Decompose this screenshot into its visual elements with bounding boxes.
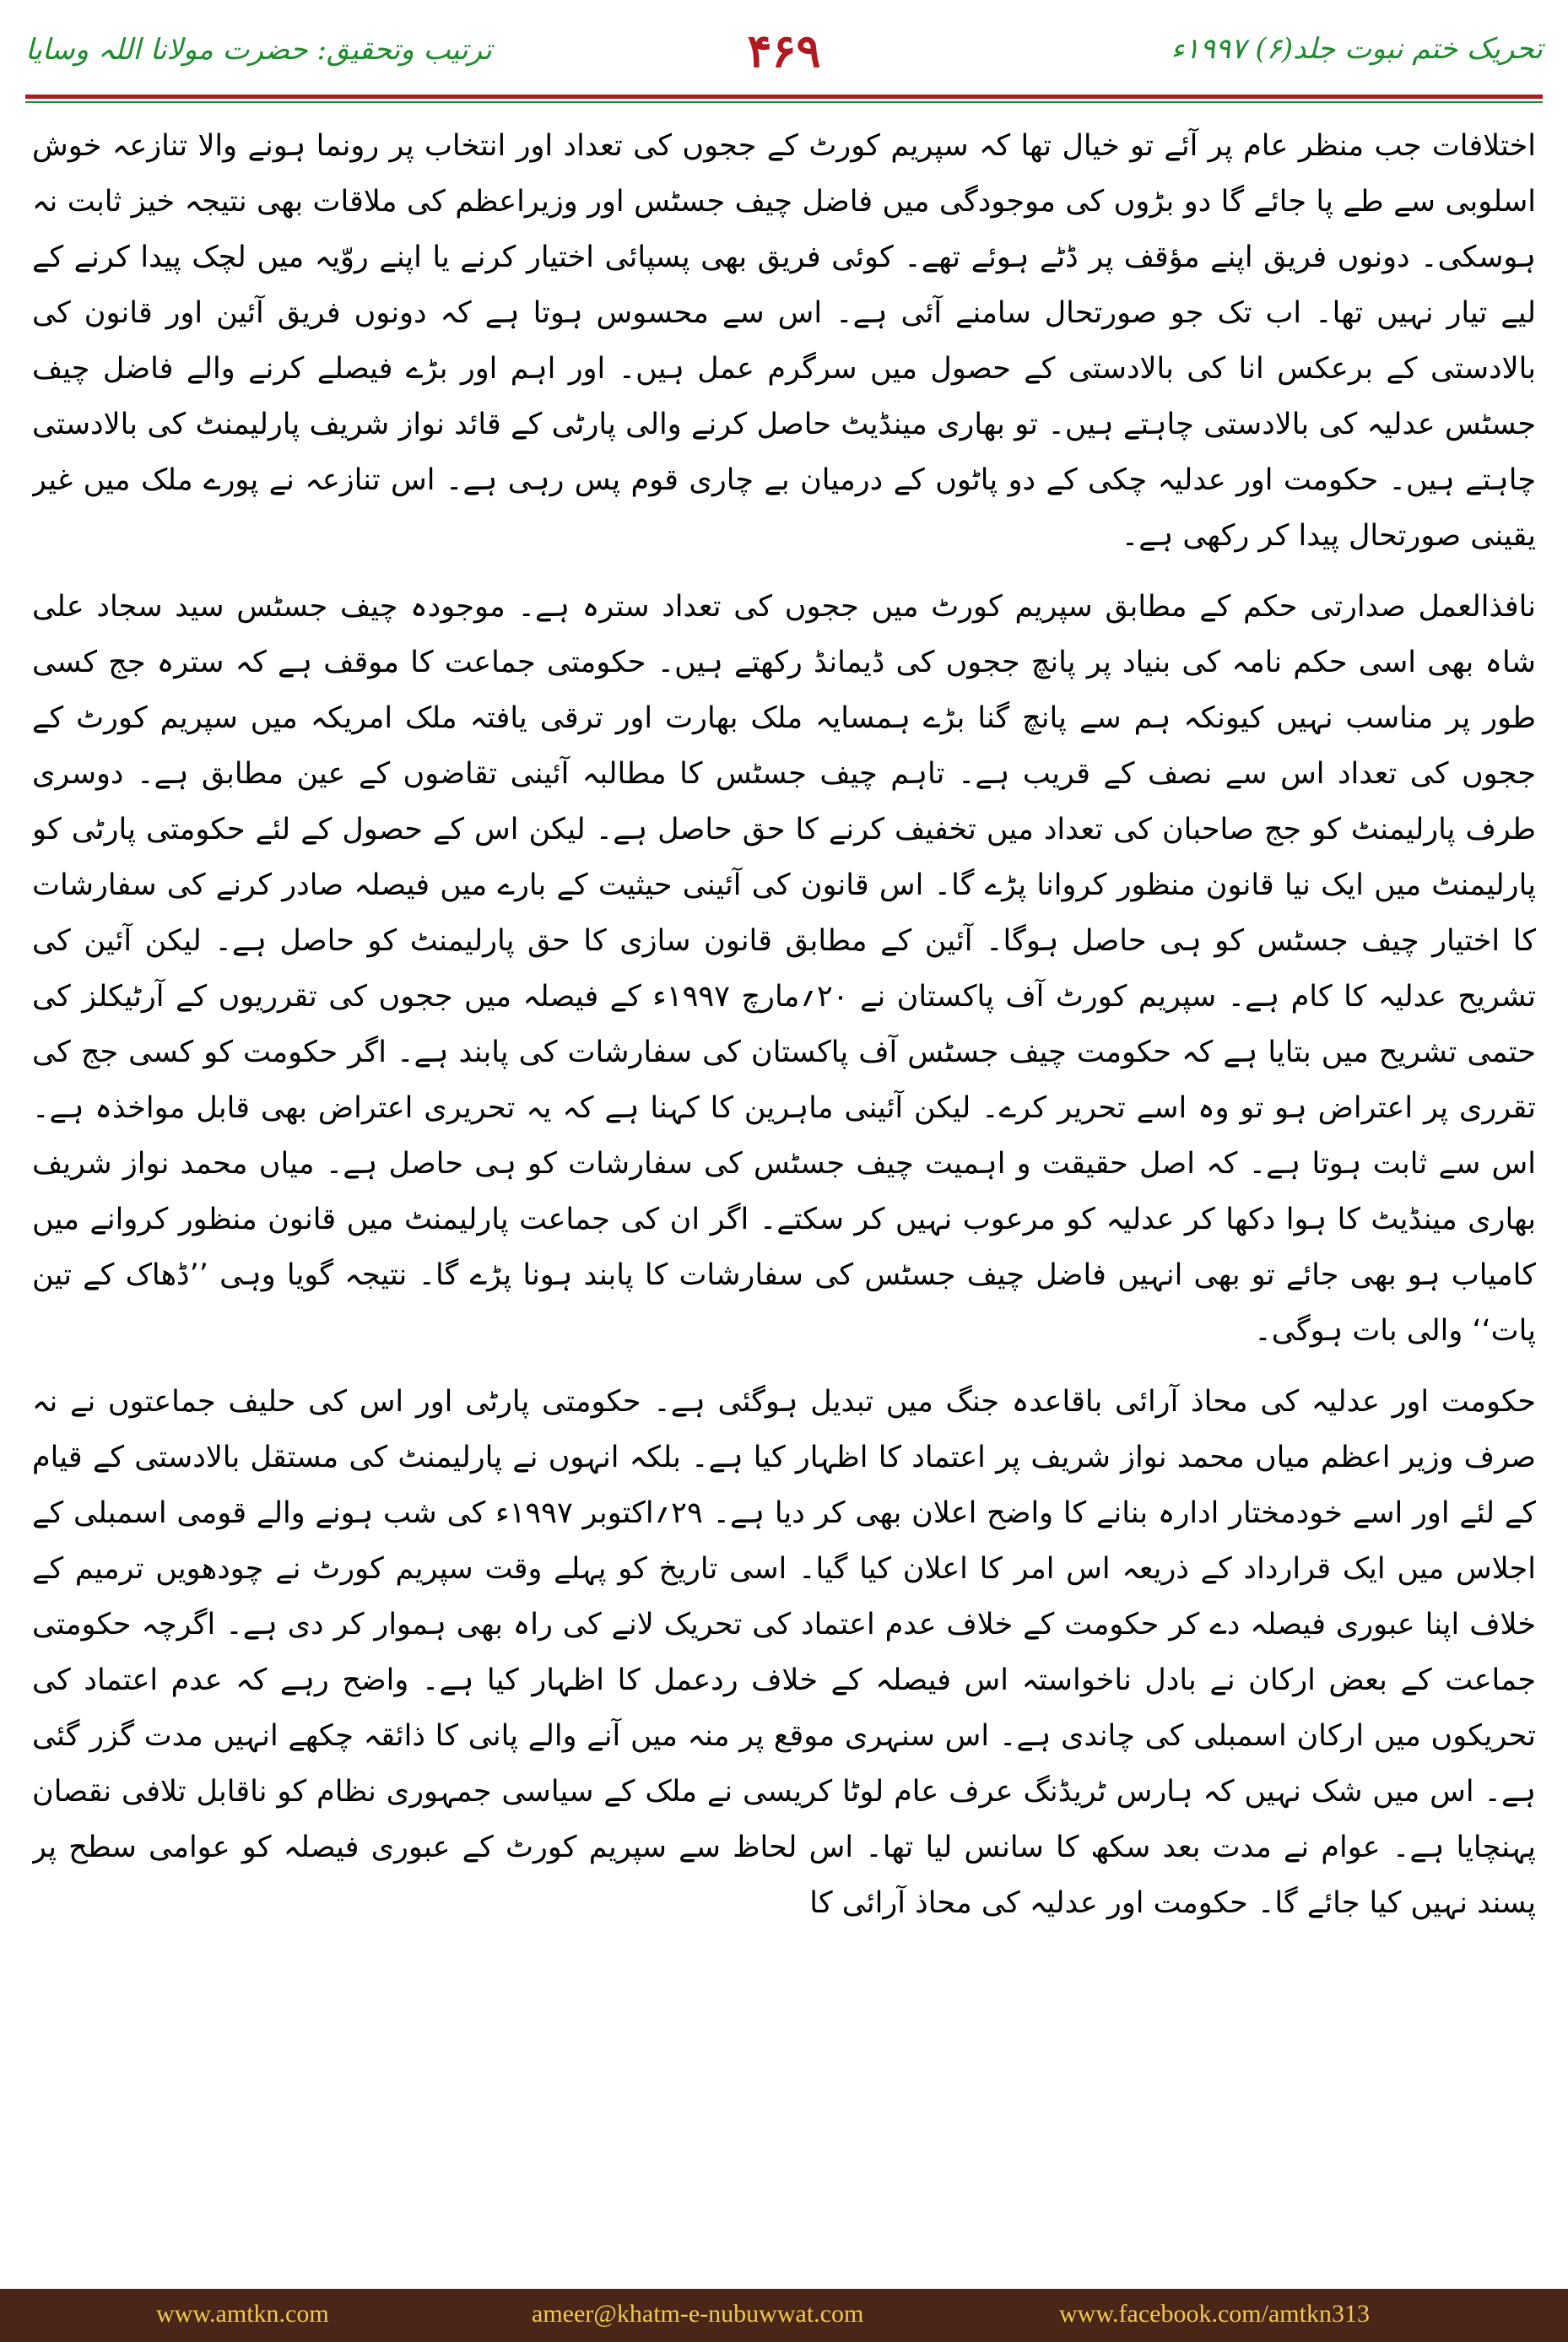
paragraph-3: حکومت اور عدلیہ کی محاذ آرائی باقاعدہ جنگ میں تبدیل ہوگئی ہے۔ حکومتی پارٹی اور اس کی حلیف جماعتوں نے نہ صرف وزیر اعظم میاں محمد نواز شریف پر اعتماد کا اظہار کیا ہے۔ بلکہ انہوں نے پارلیمنٹ کی مستقل بالادستی کے قیام کے لئے اور اسے خودمختار ادارہ بنانے کا واضح اعلان بھی کر دیا ہے۔ ۲۹؍اکتوبر ۱۹۹۷ء کی شب ہونے والے قومی اسمبلی کے اجلاس میں ایک قرارداد کے ذریعہ اس امر کا اعلان کیا گیا۔ اسی تاریخ کو پہلے وقت سپریم کورٹ نے چودھویں ترمیم کے خلاف اپنا عبوری فیصلہ دے کر حکومت کے خلاف عدم اعتماد کی تحریک لانے کی راہ بھی ہموار کر دی ہے۔ اگرچہ حکومتی جماعت کے بعض ارکان نے بادل ناخواستہ اس فیصلہ کے خلاف ردعمل کا اظہار کیا ہے۔ واضح رہے کہ عدم اعتماد کی تحریکوں میں ارکان اسمبلی کی چاندی ہے۔ اس سنہری موقع پر منہ میں آنے والے پانی کا ذائقہ چکھے انہیں مدت گزر گئی ہے۔ اس میں شک نہیں کہ ہارس ٹریڈنگ عرف عام لوٹا کریسی نے ملک کے سیاسی جمہوری نظام کو ناقابل تلافی نقصان پہنچایا ہے۔ عوام نے مدت بعد سکھ کا سانس لیا تھا۔ اس لحاظ سے سپریم کورٹ کے عبوری فیصلہ کو عوامی سطح پر پسند نہیں کیا جائے گا۔ حکومت اور عدلیہ کی محاذ آرائی کا [32, 1385, 1536, 1920]
page-header [25, 24, 1543, 91]
header-divider-red [25, 95, 1543, 99]
footer-email-link[interactable]: ameer@khatm-e-nubuwwat.com [532, 2300, 864, 2328]
footer-facebook-link[interactable]: www.facebook.com/amtkn313 [1059, 2300, 1370, 2328]
header-divider-green [25, 101, 1543, 103]
paragraph-1: اختلافات جب منظر عام پر آئے تو خیال تھا کہ سپریم کورٹ کے ججوں کی تعداد اور انتخاب پر رونما ہونے والا تنازعہ خوش اسلوبی سے طے پا جائے گا دو بڑوں کی موجودگی میں فاضل چیف جسٹس اور وزیراعظم کی ملاقات بھی نتیجہ خیز ثابت نہ ہوسکی۔ دونوں فریق اپنے مؤقف پر ڈٹے ہوئے تھے۔ کوئی فریق بھی پسپائی اختیار کرنے یا اپنے روّیہ میں لچک پیدا کرنے کے لیے تیار نہیں تھا۔ اب تک جو صورتحال سامنے آئی ہے۔ اس سے محسوس ہوتا ہے کہ دونوں فریق آئین اور قانون کی بالادستی کے برعکس انا کی بالادستی کے حصول میں سرگرم عمل ہیں۔ اور اہم اور بڑے فیصلے کرنے والے فاضل چیف جسٹس عدلیہ کی بالادستی چاہتے ہیں۔ تو بھاری مینڈیٹ حاصل کرنے والی پارٹی کے قائد نواز شریف پارلیمنٹ کی بالادستی چاہتے ہیں۔ حکومت اور عدلیہ چکی کے دو پاٹوں کے درمیان بے چاری قوم پس رہی ہے۔ اس تنازعہ نے پورے ملک میں غیر یقینی صورتحال پیدا کر رکھی ہے۔ [32, 129, 1536, 553]
header-compiler-credit: ترتیب وتحقیق: حضرت مولانا اللہ وسایا [25, 33, 492, 67]
article-body [32, 118, 1536, 2262]
page-footer [0, 2289, 1568, 2342]
page-number: ۴۶۹ [747, 24, 821, 78]
paragraph-2: نافذالعمل صدارتی حکم کے مطابق سپریم کورٹ میں ججوں کی تعداد سترہ ہے۔ موجودہ چیف جسٹس سید سجاد علی شاہ بھی اسی حکم نامہ کی بنیاد پر پانچ ججوں کی ڈیمانڈ رکھتے ہیں۔ حکومتی جماعت کا موقف ہے کہ سترہ جج کسی طور پر مناسب نہیں کیونکہ ہم سے پانچ گنا بڑے ہمسایہ ملک بھارت اور ترقی یافتہ ملک امریکہ میں سپریم کورٹ کے ججوں کی تعداد اس سے نصف کے قریب ہے۔ تاہم چیف جسٹس کا مطالبہ آئینی تقاضوں کے عین مطابق ہے۔ دوسری طرف پارلیمنٹ کو جج صاحبان کی تعداد میں تخفیف کرنے کا حق حاصل ہے۔ لیکن اس کے حصول کے لئے حکومتی پارٹی کو پارلیمنٹ میں ایک نیا قانون منظور کروانا پڑے گا۔ اس قانون کی آئینی حیثیت کے بارے میں فیصلہ صادر کرنے کی سفارشات کا اختیار چیف جسٹس کو ہی حاصل ہوگا۔ آئین کے مطابق قانون سازی کا حق پارلیمنٹ کو حاصل ہے۔ لیکن آئین کی تشریح عدلیہ کا کام ہے۔ سپریم کورٹ آف پاکستان نے ۲۰؍مارچ ۱۹۹۷ء کے فیصلہ میں ججوں کی تقرریوں کے آرٹیکلز کی حتمی تشریح میں بتایا ہے کہ حکومت چیف جسٹس آف پاکستان کی سفارشات کی پابند ہے۔ اگر حکومت کو کسی جج کی تقرری پر اعتراض ہو تو وہ اسے تحریر کرے۔ لیکن آئینی ماہرین کا کہنا ہے کہ یہ تحریری اعتراض بھی قابل مواخذہ ہے۔ اس سے ثابت ہوتا ہے۔ کہ اصل حقیقت و اہمیت چیف جسٹس کی سفارشات کو ہی حاصل ہے۔ میاں محمد نواز شریف بھاری مینڈیٹ کا ہوا دکھا کر عدلیہ کو مرعوب نہیں کر سکتے۔ اگر ان کی جماعت پارلیمنٹ میں قانون منظور کروانے میں کامیاب ہو بھی جائے تو بھی انہیں فاضل چیف جسٹس کی سفارشات کا پابند ہونا پڑے گا۔ نتیجہ گویا وہی ’’ڈھاک کے تین پات‘‘ والی بات ہوگی۔ [32, 590, 1536, 1348]
footer-website-link[interactable]: www.amtkn.com [156, 2300, 329, 2328]
header-book-title: تحریک ختم نبوت جلد(۶) ۱۹۹۷ء [1171, 32, 1543, 66]
